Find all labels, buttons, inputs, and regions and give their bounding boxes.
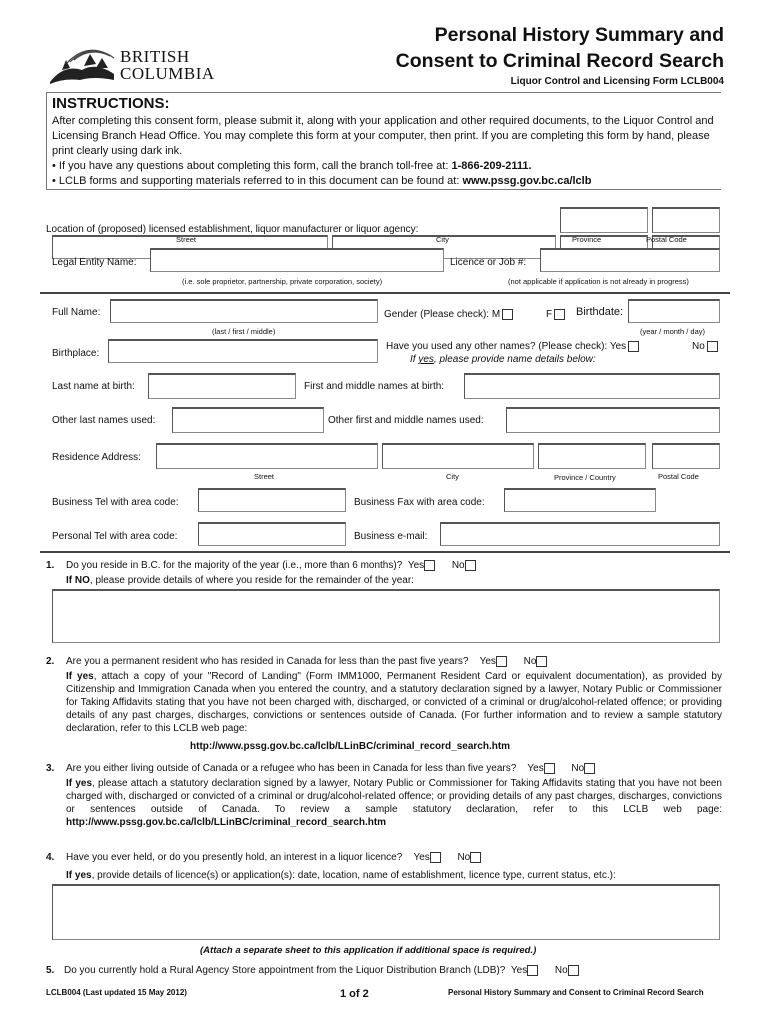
- business-fax-label: Business Fax with area code:: [354, 497, 485, 508]
- location-street-caption: Street: [176, 235, 197, 244]
- q3-yes-label: Yes: [527, 763, 544, 774]
- gender-label: [384, 309, 513, 320]
- if-yes-word: yes: [418, 354, 434, 365]
- if-yes-note: [410, 354, 596, 365]
- birthplace-field[interactable]: [108, 339, 378, 363]
- q1-ifno-text: , please provide details of where you reside for the remainder of the year:: [89, 575, 414, 586]
- q2-yes-label: Yes: [479, 656, 496, 667]
- instructions-bullet-url: [52, 174, 722, 189]
- q1-number: 1.: [46, 560, 55, 571]
- full-name-hint: (last / first / middle): [212, 327, 276, 336]
- gender-f-text: F: [546, 309, 553, 321]
- residence-province-field[interactable]: [538, 443, 646, 469]
- legal-entity-hint: (i.e. sole proprietor, partnership, private corporation, society): [182, 277, 383, 286]
- q1-yes-checkbox[interactable]: [424, 560, 435, 571]
- title-line1: Personal History Summary and: [434, 24, 724, 46]
- q5-yes-label: Yes: [510, 965, 528, 976]
- q3-ifyes-bold: If yes: [66, 778, 93, 789]
- lclb-link[interactable]: www.pssg.gov.bc.ca/lclb: [462, 175, 592, 187]
- q5-text: [64, 964, 579, 977]
- licence-hint: (not applicable if application is not already in progress): [508, 277, 689, 286]
- residence-postal-field[interactable]: [652, 443, 720, 469]
- other-last-field[interactable]: [172, 407, 324, 433]
- q4-question: Have you ever held, or do you presently hold, an interest in a liquor licence?: [66, 852, 403, 863]
- q1-ifno-bold: If NO: [66, 575, 90, 586]
- q3-detail: [66, 777, 722, 829]
- bullet1-text: • If you have any questions about completing this form, call the branch toll-free at:: [52, 160, 452, 172]
- birthplace-label: Birthplace:: [52, 348, 100, 359]
- legal-entity-label: Legal Entity Name:: [52, 257, 137, 268]
- q1-question: Do you reside in B.C. for the majority of the year (i.e., more than 6 months)?: [66, 560, 403, 571]
- licence-job-label: Licence or Job #:: [450, 257, 527, 268]
- other-last-label: Other last names used:: [52, 415, 156, 426]
- residence-street-caption: Street: [254, 472, 275, 481]
- q3-question: Are you either living outside of Canada or a refugee who has been in Canada for less than five years?: [66, 763, 517, 774]
- business-fax-field[interactable]: [504, 488, 656, 512]
- q2-yes-checkbox[interactable]: [496, 656, 507, 667]
- gender-text: Gender (Please check): M: [384, 309, 501, 321]
- q1-no-label: No: [451, 560, 465, 571]
- location-province-box-top[interactable]: [560, 207, 648, 233]
- birthdate-hint: (year / month / day): [640, 327, 706, 336]
- q1-no-checkbox[interactable]: [465, 560, 476, 571]
- q1-ifno: [66, 574, 414, 587]
- q5-number: 5.: [46, 965, 55, 976]
- q2-question: Are you a permanent resident who has resided in Canada for less than the past five years?: [66, 656, 469, 667]
- last-name-birth-label: Last name at birth:: [52, 381, 135, 392]
- q1-details-field[interactable]: [52, 589, 720, 643]
- q4-yes-checkbox[interactable]: [430, 852, 441, 863]
- residence-city-caption: City: [446, 472, 459, 481]
- footer-page-number: 1 of 2: [340, 988, 369, 1000]
- if-yes-prefix: If: [410, 354, 419, 365]
- instructions-para: After completing this consent form, please submit it, along with your application and other required documents, to the Liquor Control and Licensing Branch Head Office. You may complete this form at your computer, then print. If you are completing this form by hand, please print clearly using dark ink.: [52, 115, 714, 157]
- q3-detail-text: , please attach a statutory declaration signed by a lawyer, Notary Public or Commissioner for Taking Affidavits stating that you have not been charged with, discharged or convicted of a criminal or drug/alcohol-related offence; or providing details of any past charges, discharges, convictions or sentences outside of Canada. To review a sample statutory declaration, refer to this LCLB web page:: [66, 778, 722, 815]
- q4-no-checkbox[interactable]: [470, 852, 481, 863]
- logo-wordmark: [120, 48, 215, 82]
- q2-url[interactable]: http://www.pssg.gov.bc.ca/lclb/LLinBC/criminal_record_search.htm: [190, 741, 511, 752]
- form-id: Liquor Control and Licensing Form LCLB004: [510, 76, 724, 87]
- q4-details-field[interactable]: [52, 884, 720, 940]
- instructions-bullet-phone: [52, 159, 722, 174]
- q2-detail-text: , attach a copy of your "Record of Landing" (Form IMM1000, Permanent Resident Card or equivalent documentation), as provided by Citizenship and Immigration Canada when you entered the country, and a statutory declaration signed by a lawyer, Notary Public or Commissioner for Taking Affidavits stating that you have not been charged with, discharged, or convicted of a criminal or drug/alcohol-related offence; or providing details of any past charges, discharges, convictions or sentences outside of Canada. (For further information and to review a sample statutory declaration, refer to this LCLB web page:: [66, 671, 722, 734]
- location-city-caption: City: [436, 235, 449, 244]
- q4-detail: [66, 869, 616, 882]
- full-name-field[interactable]: [110, 299, 378, 323]
- personal-tel-label: Personal Tel with area code:: [52, 531, 178, 542]
- q3-no-checkbox[interactable]: [584, 763, 595, 774]
- if-yes-suffix: , please provide name details below:: [433, 354, 596, 365]
- q5-question: Do you currently hold a Rural Agency Store appointment from the Liquor Distribution Branch (LDB)?: [64, 965, 506, 976]
- business-email-label: Business e-mail:: [354, 531, 428, 542]
- q3-text: [66, 762, 595, 775]
- last-name-birth-field[interactable]: [148, 373, 296, 399]
- q1-text: [66, 559, 476, 572]
- other-names-yes-checkbox[interactable]: [628, 341, 639, 352]
- q4-yes-label: Yes: [413, 852, 430, 863]
- other-names-question: [386, 341, 639, 352]
- section-divider-1: [40, 292, 730, 294]
- residence-city-field[interactable]: [382, 443, 534, 469]
- residence-street-field[interactable]: [156, 443, 378, 469]
- gender-f-checkbox[interactable]: [554, 309, 565, 320]
- instructions-heading: INSTRUCTIONS:: [52, 95, 170, 112]
- first-names-birth-field[interactable]: [464, 373, 720, 399]
- page-title: [396, 22, 724, 74]
- attach-note: (Attach a separate sheet to this application if additional space is required.): [200, 945, 537, 956]
- birthdate-field[interactable]: [628, 299, 720, 323]
- licence-job-field[interactable]: [540, 248, 720, 272]
- logo-line2: COLUMBIA: [120, 64, 215, 83]
- phone-number: 1-866-209-2111.: [451, 160, 532, 172]
- other-names-no-text: No: [692, 341, 705, 353]
- q5-no-label: No: [554, 965, 568, 976]
- residence-label: Residence Address:: [52, 452, 141, 463]
- q2-text: [66, 655, 547, 668]
- residence-postal-caption: Postal Code: [658, 472, 699, 481]
- first-names-birth-label: First and middle names at birth:: [304, 381, 445, 392]
- other-first-field[interactable]: [506, 407, 720, 433]
- q2-detail: [66, 670, 722, 735]
- q2-number: 2.: [46, 656, 55, 667]
- other-first-label: Other first and middle names used:: [328, 415, 484, 426]
- business-tel-field[interactable]: [198, 488, 346, 512]
- gender-m-checkbox[interactable]: [502, 309, 513, 320]
- business-tel-label: Business Tel with area code:: [52, 497, 179, 508]
- footer-form-version: LCLB004 (Last updated 15 May 2012): [46, 988, 187, 997]
- q4-ifyes-bold: If yes: [66, 870, 92, 881]
- location-postal-caption: Postal Code: [646, 235, 687, 244]
- q4-number: 4.: [46, 852, 55, 863]
- q3-yes-checkbox[interactable]: [544, 763, 555, 774]
- q2-no-label: No: [523, 656, 537, 667]
- q3-number: 3.: [46, 763, 55, 774]
- personal-tel-field[interactable]: [198, 522, 346, 546]
- bullet2-text: • LCLB forms and supporting materials referred to in this document can be found at:: [52, 175, 463, 187]
- location-postal-box-top[interactable]: [652, 207, 720, 233]
- legal-entity-field[interactable]: [150, 248, 444, 272]
- instructions-text: [52, 114, 722, 189]
- gender-f-label: [546, 309, 565, 320]
- other-names-no-checkbox[interactable]: [707, 341, 718, 352]
- location-province-caption: Province: [572, 235, 602, 244]
- full-name-label: Full Name:: [52, 307, 101, 318]
- q5-yes-checkbox[interactable]: [527, 965, 538, 976]
- other-names-text: Have you used any other names? (Please check): Yes: [386, 341, 627, 353]
- q2-ifyes-bold: If yes: [66, 671, 94, 682]
- q1-yes-label: Yes: [407, 560, 425, 571]
- birthdate-label: Birthdate:: [576, 306, 624, 318]
- logo-line1: BRITISH: [120, 47, 190, 66]
- q3-url[interactable]: http://www.pssg.gov.bc.ca/lclb/LLinBC/criminal_record_search.htm: [66, 817, 387, 828]
- q3-no-label: No: [571, 763, 585, 774]
- q4-text: [66, 851, 481, 864]
- q5-no-checkbox[interactable]: [568, 965, 579, 976]
- other-names-no-label: [692, 341, 718, 352]
- footer-form-title: Personal History Summary and Consent to Criminal Record Search: [448, 988, 704, 997]
- title-line2: Consent to Criminal Record Search: [395, 50, 724, 72]
- section-divider-2: [40, 551, 730, 553]
- q4-detail-text: , provide details of licence(s) or application(s): date, location, name of establishment, licence type, current status, etc.):: [91, 870, 616, 881]
- business-email-field[interactable]: [440, 522, 720, 546]
- q2-no-checkbox[interactable]: [536, 656, 547, 667]
- residence-province-caption: Province / Country: [554, 473, 616, 482]
- q4-no-label: No: [457, 852, 471, 863]
- location-label: Location of (proposed) licensed establishment, liquor manufacturer or liquor agency:: [46, 224, 419, 235]
